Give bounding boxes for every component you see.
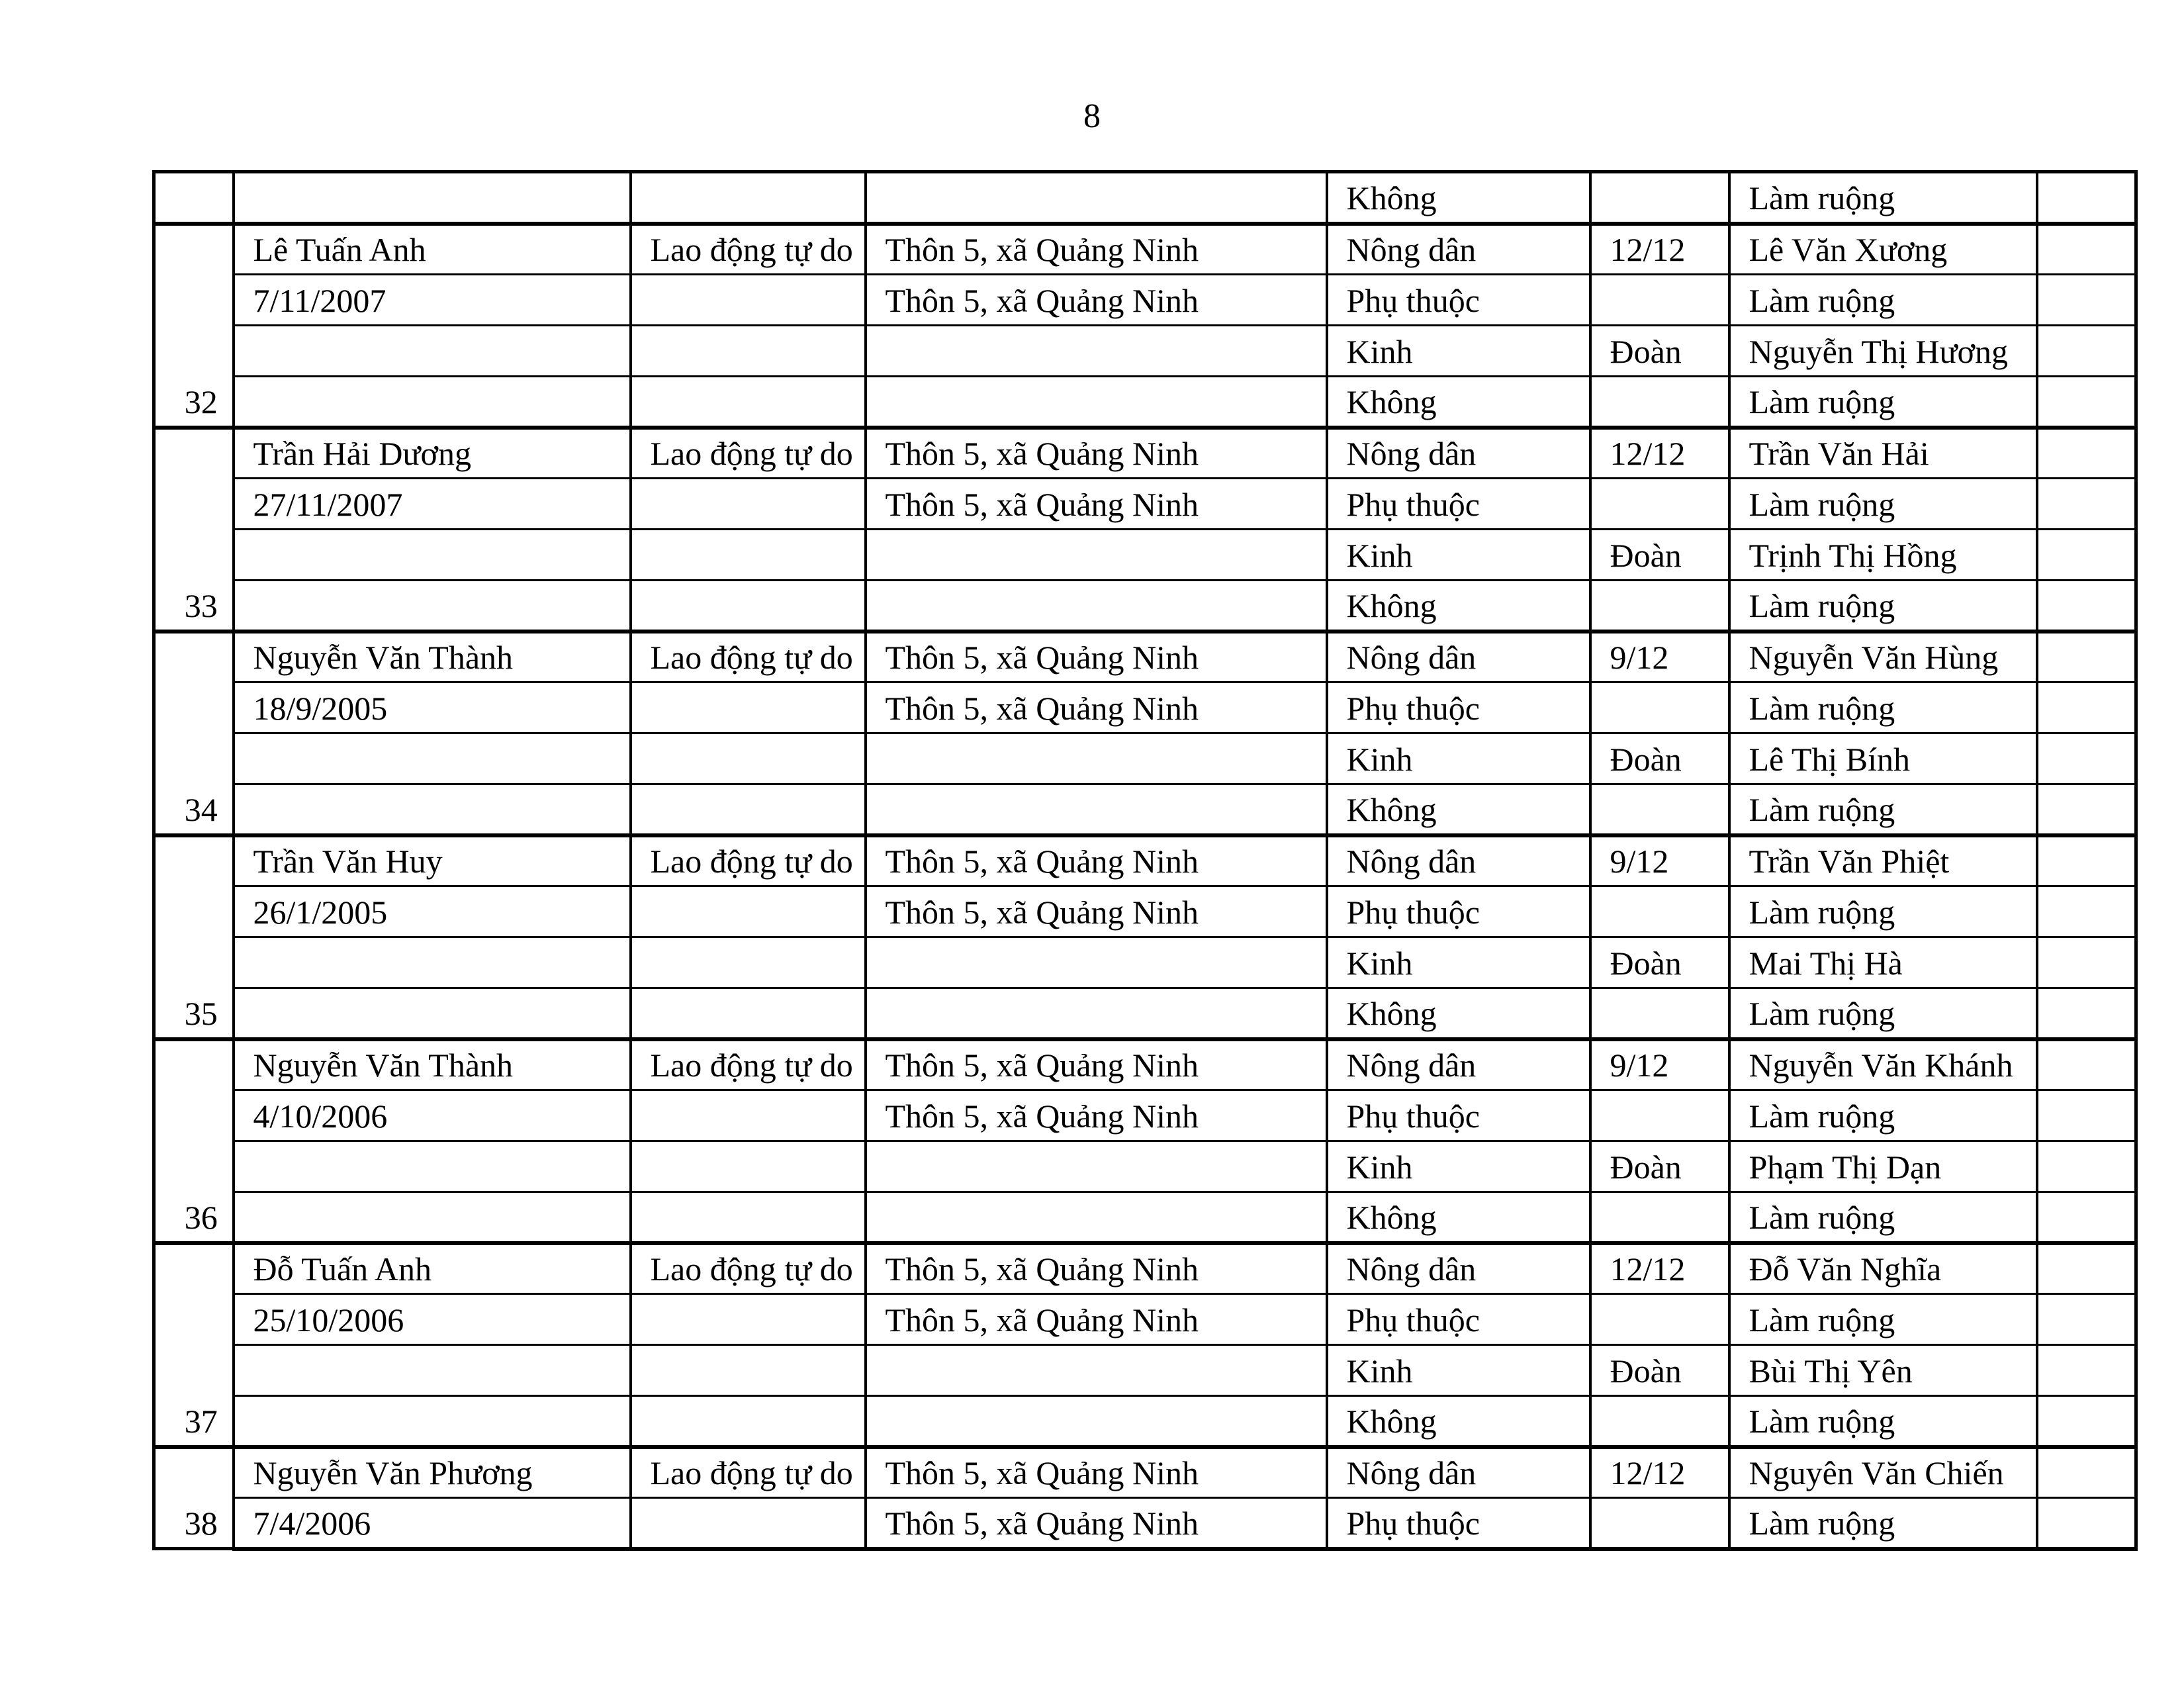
ethnicity: Kinh [1327,1141,1590,1192]
mother-job: Làm ruộng [1729,581,2037,632]
union-membership: Đoàn [1590,326,1729,377]
entry-dob: 4/10/2006 [234,1090,631,1141]
address-line2: Thôn 5, xã Quảng Ninh [866,479,1327,530]
mother-job: Làm ruộng [1729,784,2037,835]
education-level: 9/12 [1590,632,1729,682]
empty-cell [1590,1498,1729,1549]
empty-cell [631,479,866,530]
empty-cell [2037,1192,2136,1243]
empty-cell [2037,988,2136,1039]
ethnicity: Kinh [1327,530,1590,581]
empty-cell [2037,275,2136,326]
religion-status: Không [1327,377,1590,428]
empty-cell [2037,1090,2136,1141]
empty-cell [2037,937,2136,988]
father-job: Làm ruộng [1729,1294,2037,1345]
empty-cell [631,1498,866,1549]
empty-cell [631,784,866,835]
empty-cell [234,784,631,835]
empty-cell [234,326,631,377]
empty-cell [631,733,866,784]
address-line1: Thôn 5, xã Quảng Ninh [866,1243,1327,1294]
father-name: Trần Văn Phiệt [1729,835,2037,886]
empty-cell [2037,682,2136,733]
resident-roster-table [152,170,2138,1551]
empty-cell [631,326,866,377]
mother-job: Làm ruộng [1729,988,2037,1039]
entry-name: Trần Hải Dương [234,428,631,479]
empty-cell [2037,479,2136,530]
entry-name: Nguyễn Văn Thành [234,1039,631,1090]
entry-row-dob [154,479,2136,530]
entry-occupation: Lao động tự do [631,1039,866,1090]
empty-cell [234,733,631,784]
empty-cell [866,937,1327,988]
row-number: 34 [154,632,234,835]
row-number: 35 [154,835,234,1039]
entry-row-dob [154,1498,2136,1549]
empty-cell [1590,1396,1729,1447]
empty-cell [234,377,631,428]
empty-cell [234,1345,631,1396]
empty-cell [1590,581,1729,632]
empty-cell [234,988,631,1039]
entry-occupation: Lao động tự do [631,1243,866,1294]
mother-name: Bùi Thị Yên [1729,1345,2037,1396]
father-job: Làm ruộng [1729,275,2037,326]
education-level: 9/12 [1590,835,1729,886]
mother-name: Lê Thị Bính [1729,733,2037,784]
employment-status: Nông dân [1327,1243,1590,1294]
entry-occupation: Lao động tự do [631,835,866,886]
ethnicity: Kinh [1327,326,1590,377]
entry-row-main [154,632,2136,682]
mother-job: Làm ruộng [1729,377,2037,428]
empty-cell [866,1396,1327,1447]
religion-status: Không [1327,581,1590,632]
mother-job: Làm ruộng [1729,1396,2037,1447]
dependency-status: Phụ thuộc [1327,886,1590,937]
empty-cell [2037,581,2136,632]
entry-occupation: Lao động tự do [631,1447,866,1498]
name-cell [234,172,631,224]
empty-cell [631,886,866,937]
empty-cell [631,1345,866,1396]
row-number: 38 [154,1447,234,1549]
entry-row-main [154,1447,2136,1498]
empty-cell [631,1090,866,1141]
union-membership: Đoàn [1590,530,1729,581]
row-number: 36 [154,1039,234,1243]
union-membership: Đoàn [1590,1141,1729,1192]
entry-name: Nguyễn Văn Thành [234,632,631,682]
religion-cell: Không [1327,172,1590,224]
row-number: 32 [154,224,234,428]
employment-status: Nông dân [1327,428,1590,479]
entry-row-dob [154,1090,2136,1141]
entry-row-main [154,224,2136,275]
parent-job-cell: Làm ruộng [1729,172,2037,224]
empty-cell [2037,377,2136,428]
entry-name: Trần Văn Huy [234,835,631,886]
empty-cell [2037,784,2136,835]
mother-name: Phạm Thị Dạn [1729,1141,2037,1192]
entry-row-main [154,835,2136,886]
empty-cell [2037,172,2136,224]
entry-row-religion [154,1192,2136,1243]
empty-cell [631,1396,866,1447]
roster-body [154,172,2136,1549]
entry-row-dob [154,1294,2136,1345]
empty-cell [234,1396,631,1447]
empty-cell [2037,733,2136,784]
empty-cell [1590,377,1729,428]
address-line1: Thôn 5, xã Quảng Ninh [866,1039,1327,1090]
row-number: 33 [154,428,234,632]
empty-cell [2037,886,2136,937]
empty-cell [2037,632,2136,682]
address-line2: Thôn 5, xã Quảng Ninh [866,682,1327,733]
religion-status: Không [1327,1396,1590,1447]
father-job: Làm ruộng [1729,886,2037,937]
dependency-status: Phụ thuộc [1327,1090,1590,1141]
union-membership: Đoàn [1590,1345,1729,1396]
empty-cell [2037,1294,2136,1345]
entry-occupation: Lao động tự do [631,632,866,682]
education-level: 12/12 [1590,1243,1729,1294]
mother-name: Mai Thị Hà [1729,937,2037,988]
address-line1: Thôn 5, xã Quảng Ninh [866,428,1327,479]
empty-cell [631,682,866,733]
entry-row-ethnicity [154,1345,2136,1396]
empty-cell [866,326,1327,377]
address-line2: Thôn 5, xã Quảng Ninh [866,1090,1327,1141]
entry-row-dob [154,275,2136,326]
empty-cell [1590,479,1729,530]
empty-cell [866,530,1327,581]
dependency-status: Phụ thuộc [1327,1498,1590,1549]
empty-cell [234,530,631,581]
empty-cell [234,1141,631,1192]
empty-cell [2037,1498,2136,1549]
empty-cell [866,1192,1327,1243]
empty-cell [866,581,1327,632]
empty-cell [1590,1090,1729,1141]
empty-cell [631,1192,866,1243]
entry-dob: 27/11/2007 [234,479,631,530]
empty-cell [866,988,1327,1039]
empty-cell [631,937,866,988]
empty-cell [1590,1192,1729,1243]
address-line2: Thôn 5, xã Quảng Ninh [866,1498,1327,1549]
entry-row-main [154,428,2136,479]
empty-cell [234,581,631,632]
entry-row-religion [154,1396,2136,1447]
ethnicity: Kinh [1327,937,1590,988]
education-level: 12/12 [1590,1447,1729,1498]
father-name: Đỗ Văn Nghĩa [1729,1243,2037,1294]
mother-name: Nguyễn Thị Hương [1729,326,2037,377]
empty-cell [2037,1447,2136,1498]
entry-dob: 7/11/2007 [234,275,631,326]
address-line1: Thôn 5, xã Quảng Ninh [866,632,1327,682]
empty-cell [866,1345,1327,1396]
father-name: Trần Văn Hải [1729,428,2037,479]
mother-name: Trịnh Thị Hồng [1729,530,2037,581]
ethnicity: Kinh [1327,1345,1590,1396]
address-line1: Thôn 5, xã Quảng Ninh [866,224,1327,275]
empty-cell [2037,1039,2136,1090]
empty-cell [631,581,866,632]
employment-status: Nông dân [1327,632,1590,682]
education-level: 9/12 [1590,1039,1729,1090]
father-job: Làm ruộng [1729,1090,2037,1141]
row-number: 37 [154,1243,234,1447]
empty-cell [2037,530,2136,581]
mother-job: Làm ruộng [1729,1192,2037,1243]
empty-cell [631,1294,866,1345]
father-name: Lê Văn Xương [1729,224,2037,275]
employment-status: Nông dân [1327,835,1590,886]
address-line2: Thôn 5, xã Quảng Ninh [866,275,1327,326]
empty-cell [1590,682,1729,733]
union-membership: Đoàn [1590,733,1729,784]
empty-cell [866,733,1327,784]
empty-cell [631,1141,866,1192]
entry-row-ethnicity [154,530,2136,581]
occupation-cell [631,172,866,224]
dependency-status: Phụ thuộc [1327,479,1590,530]
empty-cell [866,1141,1327,1192]
entry-dob: 7/4/2006 [234,1498,631,1549]
ethnicity: Kinh [1327,733,1590,784]
education-level: 12/12 [1590,428,1729,479]
father-job: Làm ruộng [1729,479,2037,530]
empty-cell [2037,326,2136,377]
empty-cell [2037,1396,2136,1447]
entry-row-main [154,1039,2136,1090]
entry-row-religion [154,377,2136,428]
address-line1: Thôn 5, xã Quảng Ninh [866,835,1327,886]
employment-status: Nông dân [1327,224,1590,275]
entry-occupation: Lao động tự do [631,224,866,275]
entry-dob: 26/1/2005 [234,886,631,937]
union-membership: Đoàn [1590,937,1729,988]
address-line1: Thôn 5, xã Quảng Ninh [866,1447,1327,1498]
entry-dob: 18/9/2005 [234,682,631,733]
empty-cell [631,377,866,428]
empty-cell [631,275,866,326]
empty-cell [2037,835,2136,886]
father-job: Làm ruộng [1729,682,2037,733]
father-name: Nguyễn Văn Hùng [1729,632,2037,682]
entry-row-religion [154,784,2136,835]
entry-row-ethnicity [154,937,2136,988]
empty-cell [1590,988,1729,1039]
entry-row-ethnicity [154,1141,2136,1192]
entry-row-dob [154,886,2136,937]
entry-name: Lê Tuấn Anh [234,224,631,275]
employment-status: Nông dân [1327,1447,1590,1498]
empty-cell [2037,428,2136,479]
empty-cell [234,1192,631,1243]
page-number: 8 [1083,97,1101,135]
empty-cell [2037,1345,2136,1396]
father-job: Làm ruộng [1729,1498,2037,1549]
dependency-status: Phụ thuộc [1327,1294,1590,1345]
entry-row-ethnicity [154,326,2136,377]
entry-row-dob [154,682,2136,733]
row-number-cell [154,172,234,224]
empty-cell [2037,1141,2136,1192]
entry-dob: 25/10/2006 [234,1294,631,1345]
address-line2: Thôn 5, xã Quảng Ninh [866,886,1327,937]
entry-row-religion [154,988,2136,1039]
entry-row-main [154,1243,2136,1294]
address-cell [866,172,1327,224]
entry-row-ethnicity [154,733,2136,784]
empty-cell [234,937,631,988]
empty-cell [1590,886,1729,937]
employment-status: Nông dân [1327,1039,1590,1090]
empty-cell [2037,224,2136,275]
entry-occupation: Lao động tự do [631,428,866,479]
entry-name: Nguyễn Văn Phương [234,1447,631,1498]
empty-cell [2037,1243,2136,1294]
empty-cell [1590,1294,1729,1345]
empty-cell [631,988,866,1039]
entry-name: Đỗ Tuấn Anh [234,1243,631,1294]
entry-row-religion [154,581,2136,632]
empty-cell [1590,784,1729,835]
religion-status: Không [1327,988,1590,1039]
father-name: Nguyên Văn Chiến [1729,1447,2037,1498]
dependency-status: Phụ thuộc [1327,275,1590,326]
empty-cell [1590,275,1729,326]
religion-status: Không [1327,1192,1590,1243]
empty-cell [866,377,1327,428]
address-line2: Thôn 5, xã Quảng Ninh [866,1294,1327,1345]
education-level: 12/12 [1590,224,1729,275]
empty-cell [631,530,866,581]
dependency-status: Phụ thuộc [1327,682,1590,733]
religion-status: Không [1327,784,1590,835]
empty-cell [866,784,1327,835]
father-name: Nguyễn Văn Khánh [1729,1039,2037,1090]
education-cell [1590,172,1729,224]
continuation-row [154,172,2136,224]
